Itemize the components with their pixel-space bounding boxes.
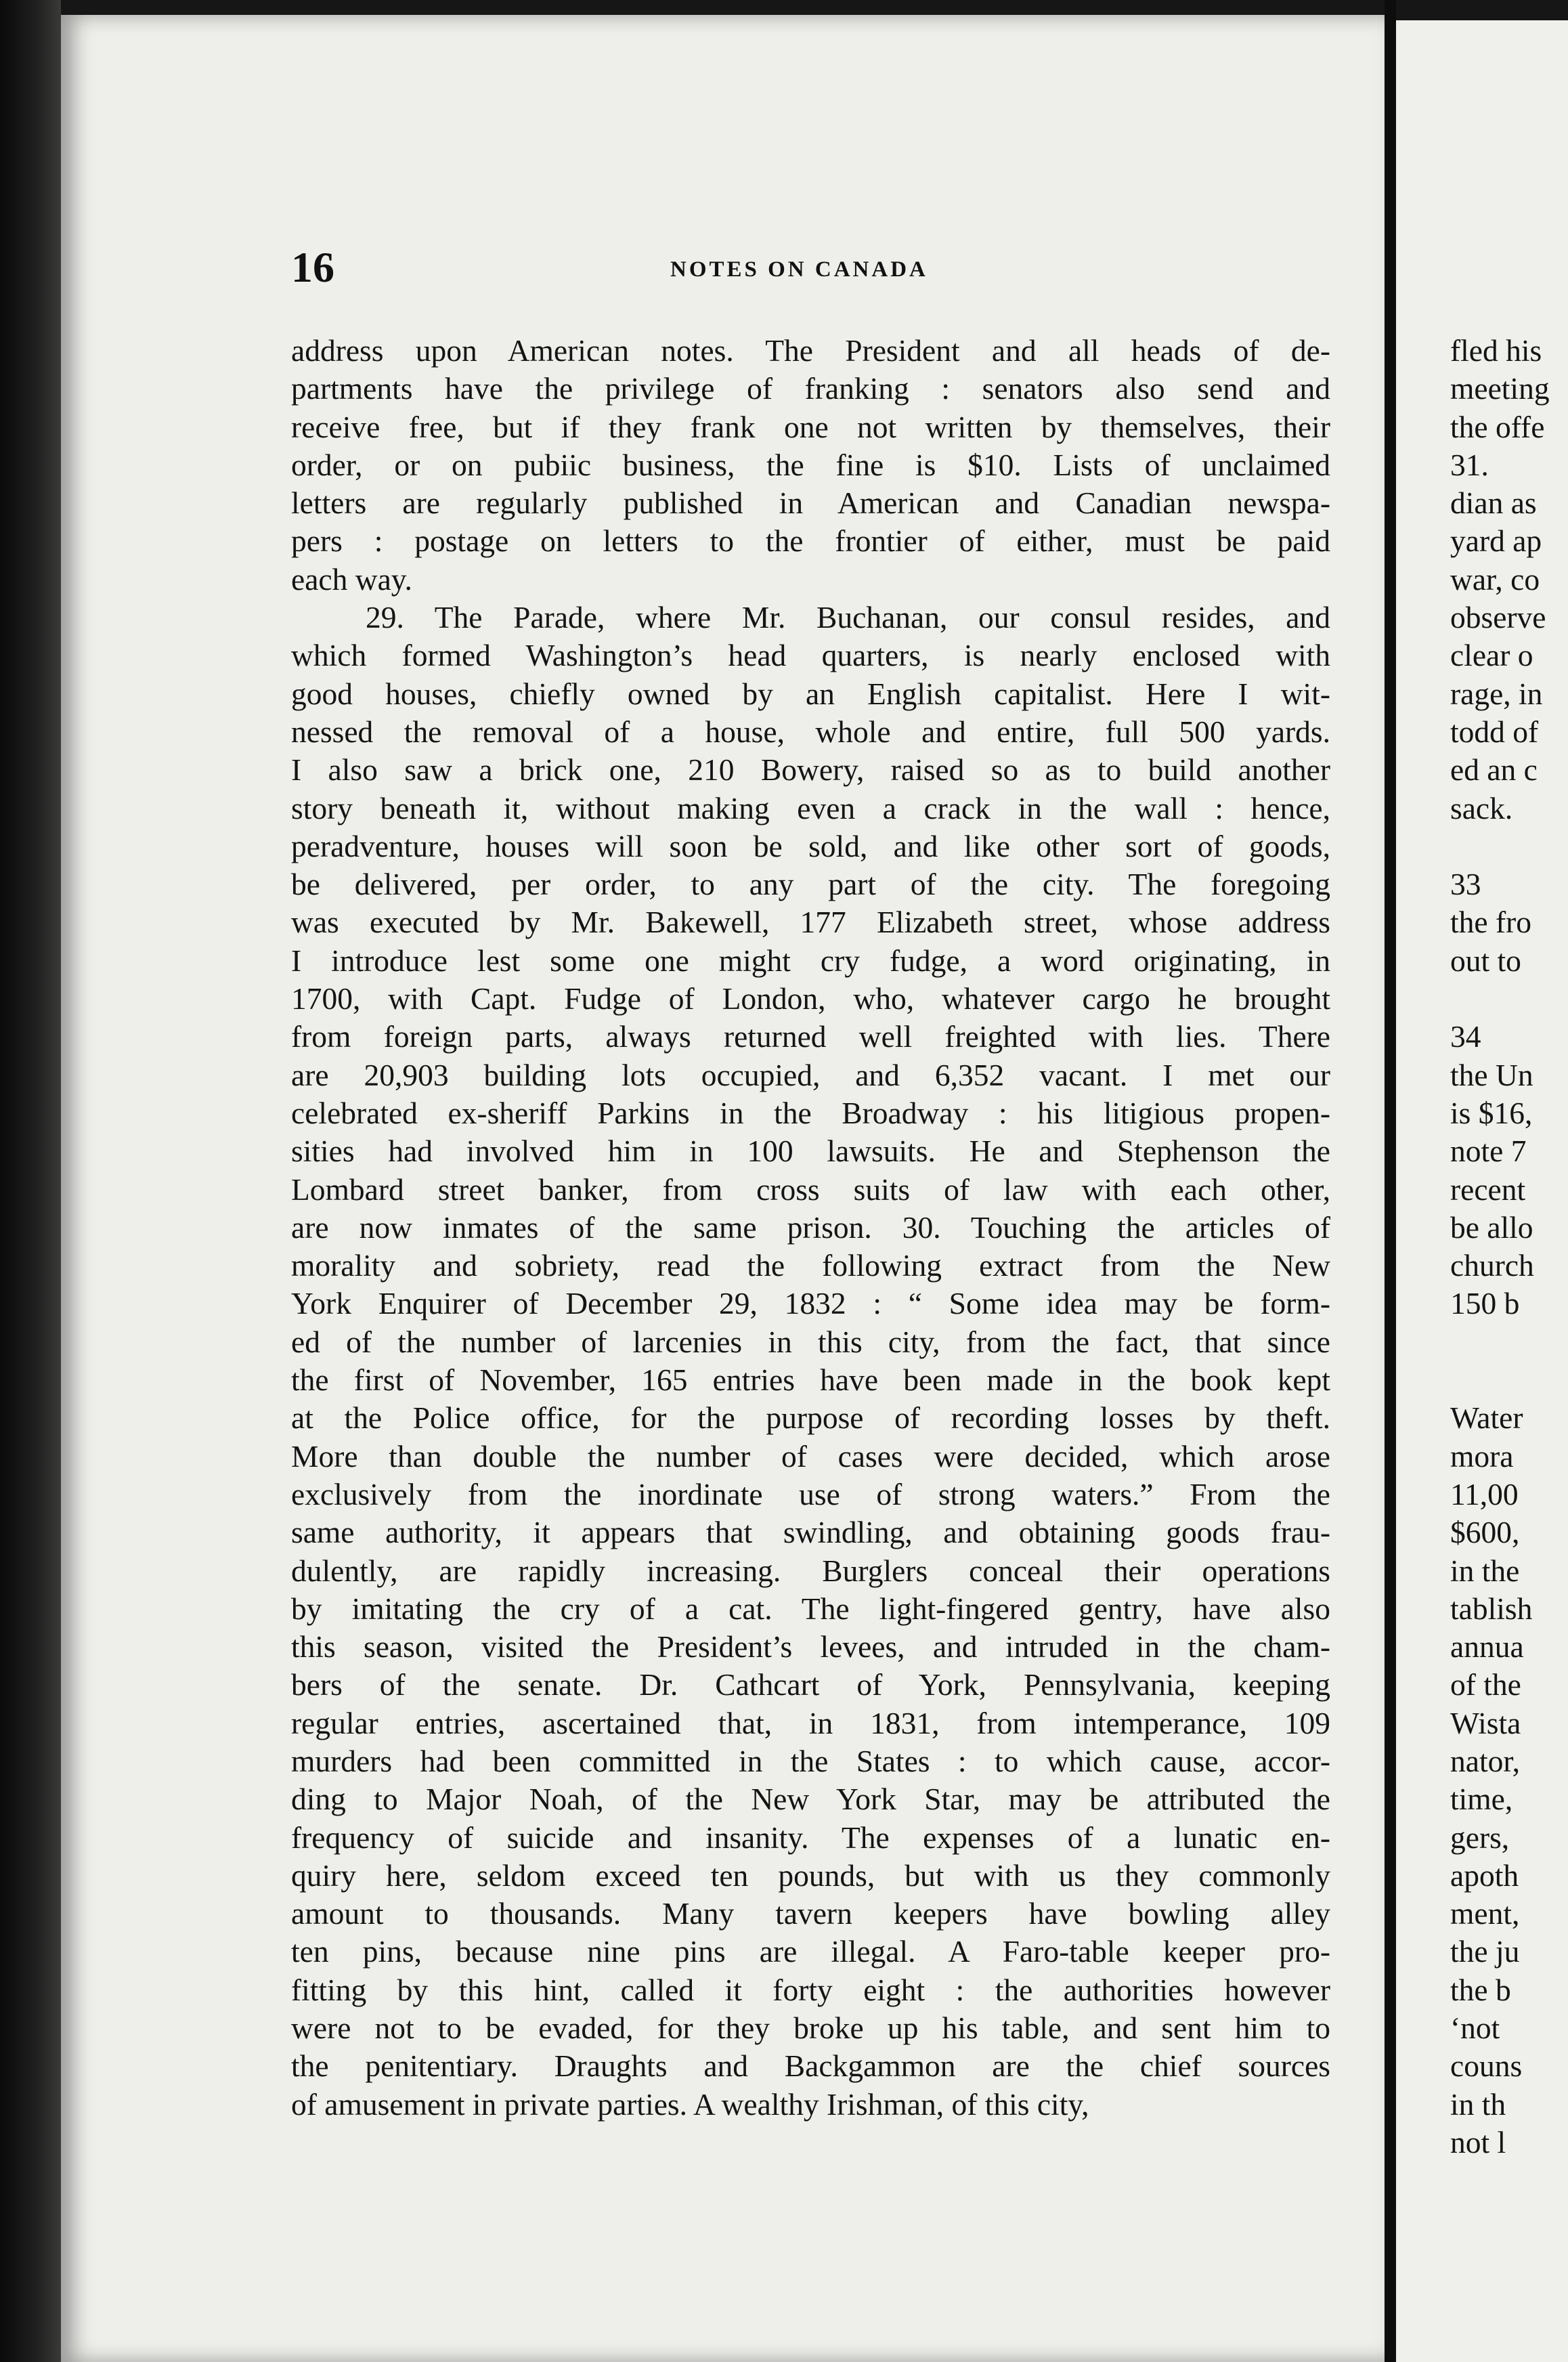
text-line: be delivered, per order, to any part of the city. The foregoing xyxy=(291,867,1330,902)
right-page-line: ‘not xyxy=(1450,2011,1500,2046)
text-line: story beneath it, without making even a crack in the wall : hence, xyxy=(291,790,1330,825)
text-line: ed of the number of larcenies in this city, from the fact, that since xyxy=(291,1324,1330,1359)
right-page-line: recent xyxy=(1450,1172,1526,1207)
text-line: receive free, but if they frank one not written by themselves, their xyxy=(291,409,1330,444)
text-line: from foreign parts, always returned well freighted with lies. There xyxy=(291,1019,1330,1054)
right-page-line: $600, xyxy=(1450,1515,1520,1550)
right-page-line: ment, xyxy=(1450,1896,1520,1931)
right-page-line: the ju xyxy=(1450,1934,1520,1969)
right-page-line: meeting xyxy=(1450,371,1550,406)
page-number: 16 xyxy=(291,243,334,291)
text-line: which formed Washington’s head quarters, is nearly enclosed with xyxy=(291,638,1330,673)
right-page-line: church xyxy=(1450,1248,1534,1283)
right-page-line: nator, xyxy=(1450,1743,1521,1778)
right-page-line: be allo xyxy=(1450,1209,1533,1245)
text-line: ten pins, because nine pins are illegal. A Faro-table keeper pro- xyxy=(291,1934,1330,1969)
right-page-line: war, co xyxy=(1450,561,1540,597)
text-line: nessed the removal of a house, whole and entire, full 500 yards. xyxy=(291,714,1330,749)
body-text xyxy=(291,332,1330,2124)
right-page-line: in the xyxy=(1450,1553,1520,1588)
text-line: morality and sobriety, read the following extract from the New xyxy=(291,1248,1330,1283)
text-line: 29. The Parade, where Mr. Buchanan, our consul resides, and xyxy=(366,600,1330,635)
text-line: sities had involved him in 100 lawsuits. He and Stephenson the xyxy=(291,1134,1330,1169)
text-line: of amusement in private parties. A wealthy Irishman, of this city, xyxy=(291,2086,1089,2122)
right-page-line: Water xyxy=(1450,1400,1523,1436)
right-page-line: todd of xyxy=(1450,714,1539,749)
right-page-line: couns xyxy=(1450,2048,1523,2084)
right-page-line: mora xyxy=(1450,1438,1514,1474)
text-line: quiry here, seldom exceed ten pounds, but with us they commonly xyxy=(291,1858,1330,1893)
right-page-line: sack. xyxy=(1450,790,1513,825)
text-line: the penitentiary. Draughts and Backgammon are the chief sources xyxy=(291,2048,1330,2084)
text-line: dulently, are rapidly increasing. Burglers conceal their operations xyxy=(291,1553,1330,1588)
right-page-text-fragment xyxy=(1450,332,1568,2162)
text-line: at the Police office, for the purpose of recording losses by theft. xyxy=(291,1400,1330,1436)
text-line: fitting by this hint, called it forty eight : the authorities however xyxy=(291,1972,1330,2007)
text-line: bers of the senate. Dr. Cathcart of York, Pennsylvania, keeping xyxy=(291,1667,1330,1702)
right-page-line: fled his xyxy=(1450,333,1542,368)
running-head: NOTES ON CANADA xyxy=(670,257,928,282)
text-line: address upon American notes. The President and all heads of de- xyxy=(291,333,1330,368)
text-line: frequency of suicide and insanity. The expenses of a lunatic en- xyxy=(291,1820,1330,1855)
right-page-line: gers, xyxy=(1450,1820,1510,1855)
text-line: pers : postage on letters to the frontier of either, must be paid xyxy=(291,523,1330,559)
text-line: murders had been committed in the States : to which cause, accor- xyxy=(291,1743,1330,1778)
text-line: More than double the number of cases were decided, which arose xyxy=(291,1438,1330,1474)
text-line: the first of November, 165 entries have been made in the book kept xyxy=(291,1362,1330,1398)
right-page-line: apoth xyxy=(1450,1858,1519,1893)
right-page-line: not l xyxy=(1450,2124,1506,2160)
right-page-line xyxy=(1450,1361,1568,1399)
text-line: was executed by Mr. Bakewell, 177 Elizabeth street, whose address xyxy=(291,905,1330,940)
right-page-line xyxy=(1450,1323,1568,1361)
text-line: are 20,903 building lots occupied, and 6,352 vacant. I met our xyxy=(291,1057,1330,1092)
text-line: regular entries, ascertained that, in 1831, from intemperance, 109 xyxy=(291,1705,1330,1740)
text-line: were not to be evaded, for they broke up his table, and sent him to xyxy=(291,2011,1330,2046)
right-page-line xyxy=(1450,828,1568,865)
right-page-line: 33 xyxy=(1450,867,1481,902)
right-page-line: rage, in xyxy=(1450,676,1543,711)
right-page-line: 11,00 xyxy=(1450,1476,1519,1511)
right-page-line: Wista xyxy=(1450,1705,1521,1740)
right-page-line: note 7 xyxy=(1450,1134,1527,1169)
right-page-line: in th xyxy=(1450,2086,1506,2122)
text-line: by imitating the cry of a cat. The light-fingered gentry, have also xyxy=(291,1591,1330,1626)
right-page-line: yard ap xyxy=(1450,523,1542,559)
book-edge-shadow xyxy=(0,0,61,2362)
right-page-line: of the xyxy=(1450,1667,1521,1702)
page-header xyxy=(291,242,1330,297)
text-line: Lombard street banker, from cross suits of law with each other, xyxy=(291,1172,1330,1207)
right-page-line: annua xyxy=(1450,1629,1524,1665)
text-line: are now inmates of the same prison. 30. Touching the articles of xyxy=(291,1209,1330,1245)
right-page-line: clear o xyxy=(1450,638,1533,673)
text-line: celebrated ex-sheriff Parkins in the Broadway : his litigious propen- xyxy=(291,1095,1330,1130)
right-page-line: ed an c xyxy=(1450,752,1538,788)
text-line: order, or on pubiic business, the fine is $10. Lists of unclaimed xyxy=(291,447,1330,482)
right-page-line: 34 xyxy=(1450,1019,1481,1054)
text-line: letters are regularly published in American and Canadian newspa- xyxy=(291,486,1330,521)
text-line: good houses, chiefly owned by an English capitalist. Here I wit- xyxy=(291,676,1330,711)
right-page-line: the b xyxy=(1450,1972,1511,2007)
text-line: partments have the privilege of franking : senators also send and xyxy=(291,371,1330,406)
right-page-line xyxy=(1450,980,1568,1018)
right-page-line: the Un xyxy=(1450,1057,1533,1092)
right-page-line: observe xyxy=(1450,600,1546,635)
right-page-line: is $16, xyxy=(1450,1095,1533,1130)
text-line: York Enquirer of December 29, 1832 : “ Some idea may be form- xyxy=(291,1286,1330,1321)
right-page-line: time, xyxy=(1450,1782,1513,1817)
text-line: I also saw a brick one, 210 Bowery, raised so as to build another xyxy=(291,752,1330,788)
text-line: amount to thousands. Many tavern keepers have bowling alley xyxy=(291,1896,1330,1931)
right-page-line: 31. xyxy=(1450,447,1489,482)
text-line: each way. xyxy=(291,561,412,597)
right-page-line: 150 b xyxy=(1450,1286,1520,1321)
right-page-line: dian as xyxy=(1450,486,1537,521)
text-line: exclusively from the inordinate use of strong waters.” From the xyxy=(291,1476,1330,1511)
text-line: I introduce lest some one might cry fudge, a word originating, in xyxy=(291,943,1330,978)
text-line: peradventure, houses will soon be sold, and like other sort of goods, xyxy=(291,828,1330,863)
right-page-line: the offe xyxy=(1450,409,1545,444)
right-page-line: out to xyxy=(1450,943,1521,978)
text-line: this season, visited the President’s levees, and intruded in the cham- xyxy=(291,1629,1330,1665)
right-page-line: the fro xyxy=(1450,905,1532,940)
book-gutter xyxy=(1385,0,1396,2362)
text-line: 1700, with Capt. Fudge of London, who, whatever cargo he brought xyxy=(291,981,1330,1016)
text-line: ding to Major Noah, of the New York Star, may be attributed the xyxy=(291,1782,1330,1817)
right-page-line: tablish xyxy=(1450,1591,1533,1626)
text-line: same authority, it appears that swindling, and obtaining goods frau- xyxy=(291,1515,1330,1550)
